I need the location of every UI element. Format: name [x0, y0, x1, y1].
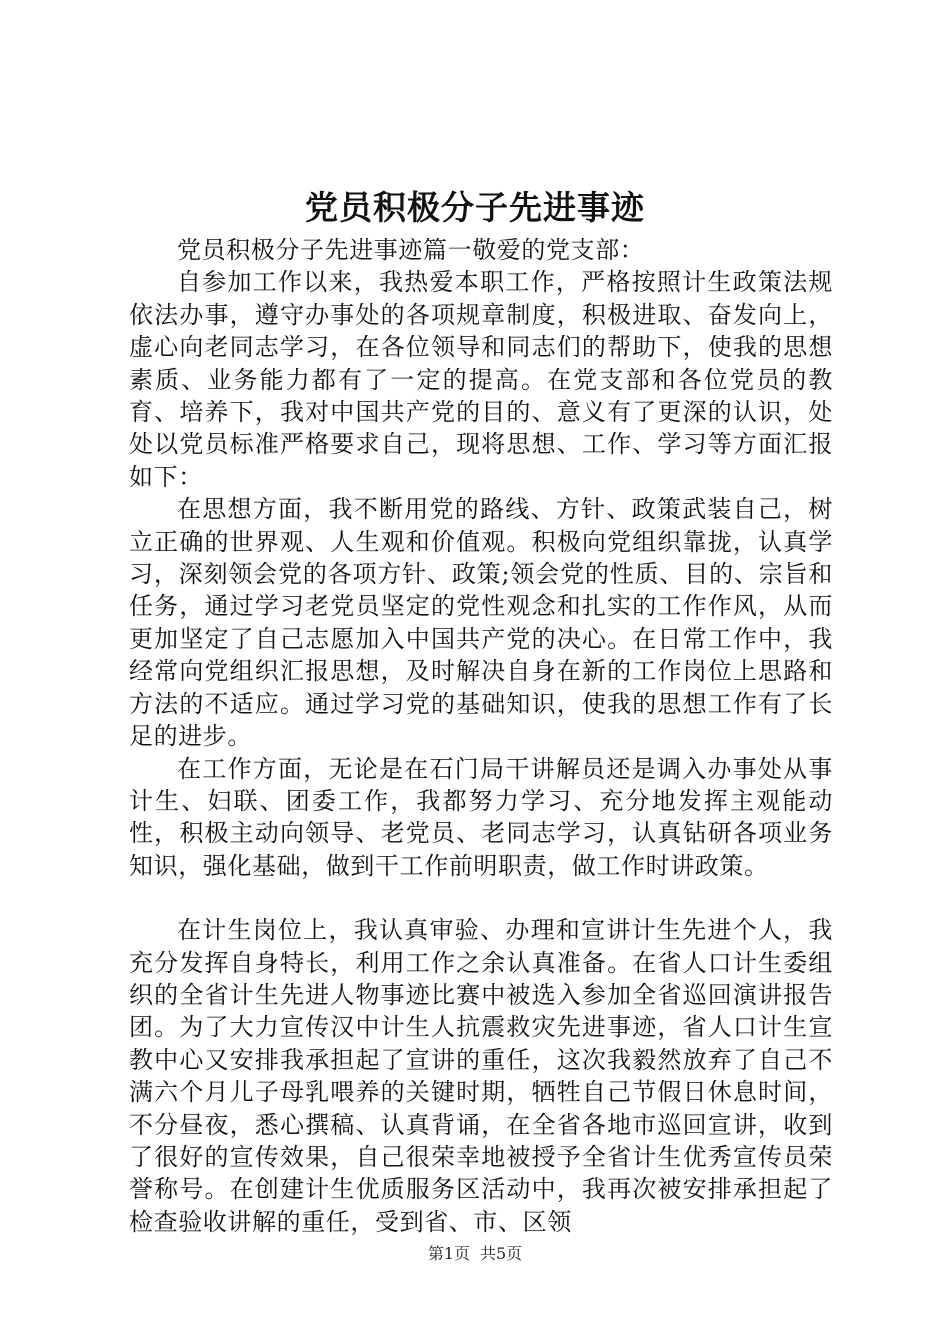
paragraph-intro: 自参加工作以来，我热爱本职工作，严格按照计生政策法规依法办事，遵守办事处的各项规章制度，积极进取、奋发向上，虚心向老同志学习，在各位领导和同志们的帮助下，使我的思想素质、业务能力都有了一定的提高。在党支部和各位党员的教育、培养下，我对中国共产党的目的、意义有了更深的认识，处处以党员标准严格要求自己，现将思想、工作、学习等方面汇报如下：	[129, 268, 833, 491]
paragraph-thought: 在思想方面，我不断用党的路线、方针、政策武装自己，树立正确的世界观、人生观和价值观。积极向党组织靠拢，认真学习，深刻领会党的各项方针、政策;领会党的性质、目的、宗旨和任务，通过学习老党员坚定的党性观念和扎实的工作作风，从而更加坚定了自己志愿加入中国共产党的决心。在日常工作中，我经常向党组织汇报思想，及时解决自身在新的工作岗位上思路和方法的不适应。通过学习党的基础知识，使我的思想工作有了长足的进步。	[129, 495, 833, 751]
document-body	[129, 234, 833, 1238]
page-number: 第1页	[427, 1244, 470, 1263]
paragraph-family-planning: 在计生岗位上，我认真审验、办理和宣讲计生先进个人，我充分发挥自身特长，利用工作之余认真准备。在省人口计生委组织的全省计生先进人物事迹比赛中被选入参加全省巡回演讲报告团。为了大力宣传汉中计生人抗震救灾先进事迹，省人口计生宣教中心又安排我承担起了宣讲的重任，这次我毅然放弃了自己不满六个月儿子母乳喂养的关键时期，牺牲自己节假日休息时间，不分昼夜，悉心撰稿、认真背诵，在全省各地市巡回宣讲，收到了很好的宣传效果，自己很荣幸地被授予全省计生优秀宣传员荣誉称号。在创建计生优质服务区活动中，我再次被安排承担起了检查验收讲解的重任，受到省、市、区领	[129, 916, 833, 1236]
page-footer	[0, 1243, 950, 1265]
paragraph-salutation: 党员积极分子先进事迹篇一敬爱的党支部：	[177, 236, 645, 264]
page-total: 共5页	[480, 1244, 523, 1263]
document-title: 党员积极分子先进事迹	[305, 188, 645, 227]
paragraph-work: 在工作方面，无论是在石门局干讲解员还是调入办事处从事计生、妇联、团委工作，我都努力学习、充分地发挥主观能动性，积极主动向领导、老党员、老同志学习，认真钻研各项业务知识，强化基础，做到干工作前明职责，做工作时讲政策。	[129, 754, 833, 880]
